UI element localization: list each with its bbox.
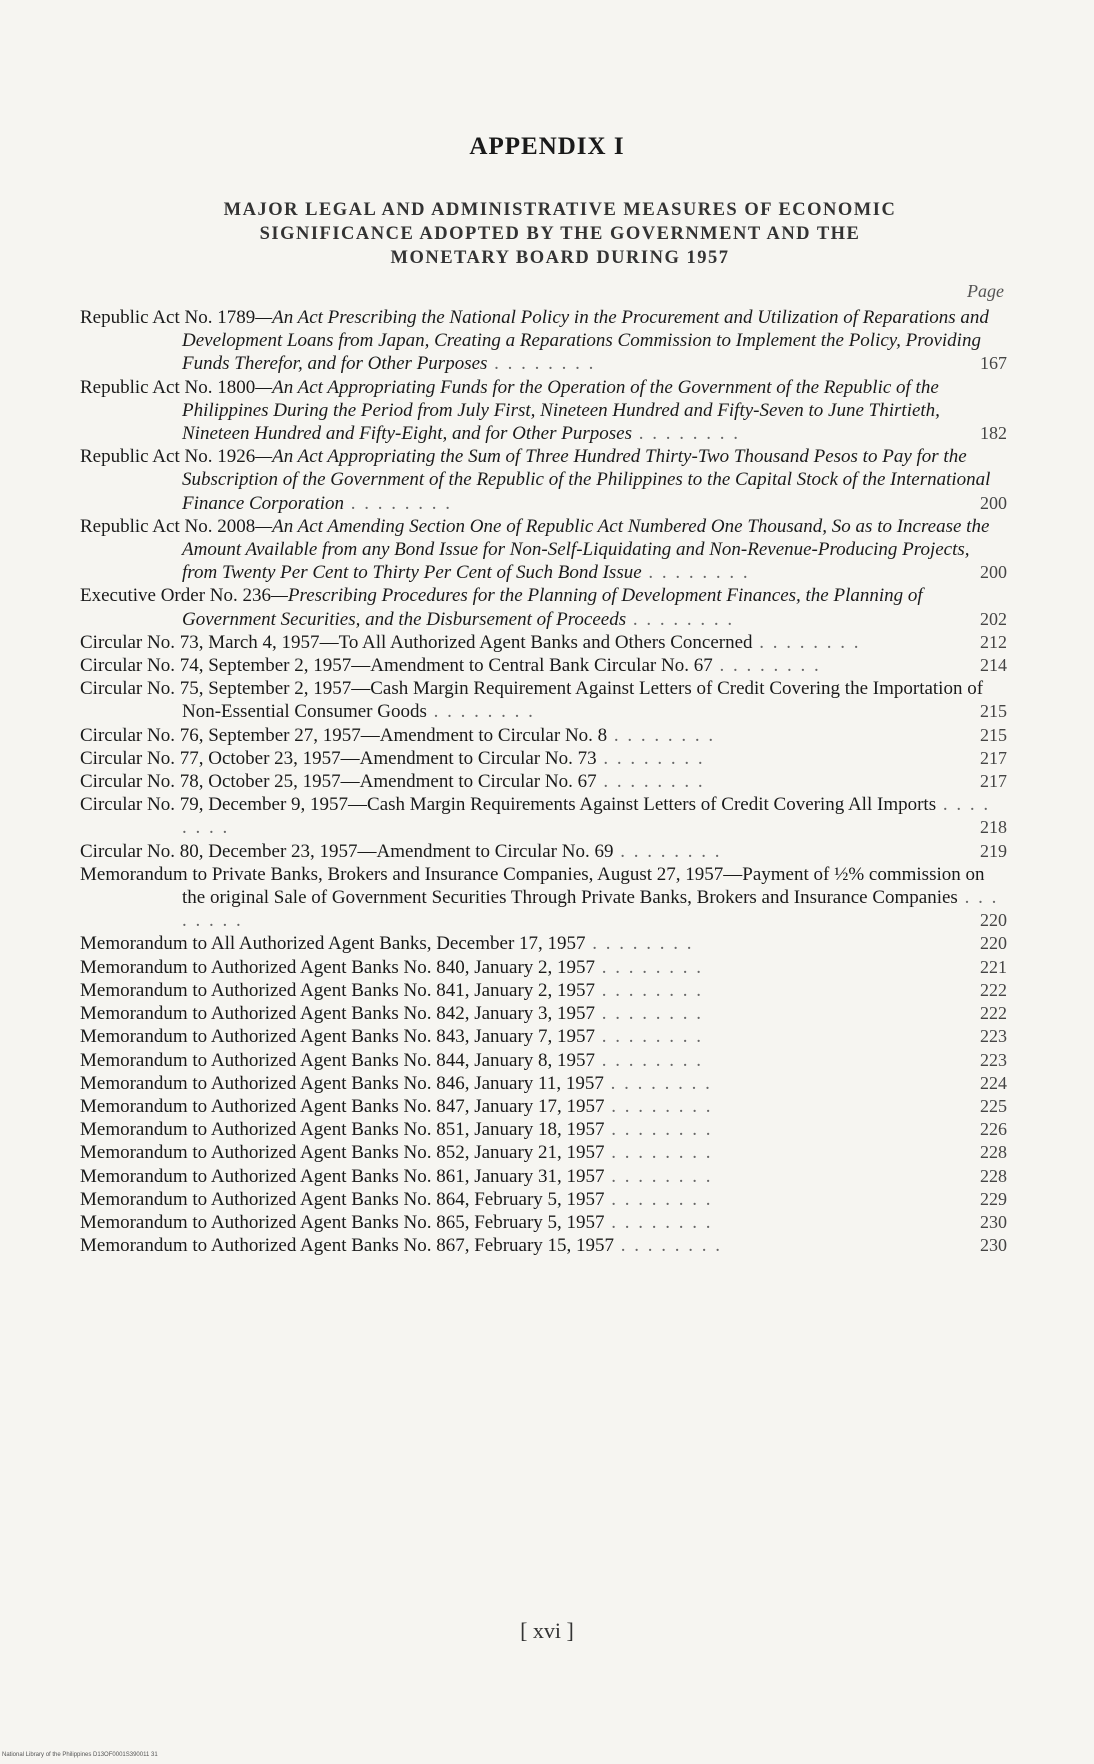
- entry-heading: Executive Order No. 236: [80, 585, 271, 607]
- contents-entry: [80, 376, 1007, 446]
- contents-entry: [80, 1025, 1007, 1048]
- entry-heading: Memorandum to Authorized Agent Banks No. 867, February 15, 1957: [80, 1235, 615, 1257]
- dot-leader: . . . . . . . .: [585, 933, 694, 955]
- entry-text: [80, 1026, 703, 1047]
- contents-entry: [80, 1072, 1007, 1095]
- entry-text: [80, 446, 990, 513]
- entry-heading: Memorandum to Authorized Agent Banks No. 844, January 8, 1957: [80, 1049, 596, 1071]
- subtitle-line: MONETARY BOARD DURING 1957: [390, 248, 730, 268]
- contents-entry: [80, 724, 1007, 747]
- contents-entry: [80, 1049, 1007, 1072]
- dot-leader: . . . . . . . .: [604, 1119, 713, 1141]
- entry-text: [80, 1189, 713, 1210]
- entry-heading: Memorandum to Authorized Agent Banks No. 865, February 5, 1957: [80, 1211, 605, 1233]
- entry-heading: Memorandum to Authorized Agent Banks No. 841, January 2, 1957: [80, 979, 596, 1001]
- entry-page-number: 212: [980, 631, 1007, 652]
- entry-text: [80, 794, 990, 838]
- appendix-subtitle: [150, 198, 970, 270]
- entry-heading: Memorandum to Authorized Agent Banks No. 842, January 3, 1957: [80, 1003, 596, 1025]
- dot-leader: . . . . . . . .: [614, 1235, 723, 1257]
- entry-page-number: 223: [980, 1049, 1007, 1070]
- entry-text: [80, 655, 821, 676]
- dot-leader: . . . . . . . .: [752, 631, 861, 653]
- entry-page-number: 230: [980, 1211, 1007, 1232]
- entry-page-number: 220: [980, 933, 1007, 954]
- page-number-footer: [ xvi ]: [520, 1618, 574, 1643]
- contents-entry: [80, 1211, 1007, 1234]
- contents-entry: [80, 1002, 1007, 1025]
- entry-page-number: 200: [980, 562, 1007, 583]
- entry-description: —An Act Prescribing the National Policy in the Procurement and Utilization of Reparations and Development Loans from Japan, Creating a Reparations Commission to Implement the Policy, Providing Funds Therefor, and for Other Purposes: [182, 307, 989, 375]
- entry-page-number: 223: [980, 1026, 1007, 1047]
- entry-page-number: 217: [980, 747, 1007, 768]
- dot-leader: . . . . . . . .: [607, 724, 716, 746]
- contents-entry: [80, 956, 1007, 979]
- dot-leader: . . . . . . . .: [603, 1072, 712, 1094]
- entry-text: [80, 1166, 713, 1187]
- dot-leader: . . . . . . . .: [595, 956, 704, 978]
- contents-entry: [80, 515, 1007, 585]
- contents-entry: [80, 840, 1007, 863]
- entry-text: [80, 1096, 713, 1117]
- entry-page-number: 219: [980, 840, 1007, 861]
- entry-heading: Circular No. 76, September 27, 1957: [80, 724, 361, 746]
- dot-leader: . . . . . . . .: [604, 1165, 713, 1187]
- dot-leader: . . . . . . . .: [344, 492, 453, 514]
- entry-heading: Republic Act No. 1926: [80, 446, 256, 468]
- entry-text: [80, 933, 694, 954]
- entry-heading: Republic Act No. 1789: [80, 307, 256, 328]
- entry-heading: Circular No. 80, December 23, 1957: [80, 840, 358, 862]
- dot-leader: . . . . . . . .: [604, 1211, 713, 1233]
- dot-leader: . . . . . . . .: [604, 1188, 713, 1210]
- dot-leader: . . . . . . . .: [613, 840, 722, 862]
- entry-description: —Amendment to Circular No. 8: [360, 724, 608, 746]
- entry-text: [80, 632, 861, 653]
- entry-heading: Memorandum to Authorized Agent Banks No. 864, February 5, 1957: [80, 1188, 605, 1210]
- entry-text: [80, 725, 715, 746]
- dot-leader: . . . . . . . .: [487, 353, 596, 375]
- entry-page-number: 228: [980, 1142, 1007, 1163]
- entry-description: —An Act Appropriating the Sum of Three Hundred Thirty-Two Thousand Pesos to Pay for the Subscription of the Government of the Republic of the Philippines to the Capital Stock of the International Finance Corporation: [182, 446, 991, 514]
- entry-heading: Circular No. 77, October 23, 1957: [80, 747, 341, 769]
- dot-leader: . . . . . . . .: [595, 979, 704, 1001]
- subtitle-line: MAJOR LEGAL AND ADMINISTRATIVE MEASURES OF ECONOMIC: [223, 200, 897, 220]
- contents-entry: [80, 770, 1007, 793]
- entry-page-number: 226: [980, 1119, 1007, 1140]
- contents-entry: [80, 306, 1007, 376]
- entry-text: [80, 678, 983, 722]
- entry-page-number: 215: [980, 701, 1007, 722]
- entry-text: [80, 1142, 713, 1163]
- dot-leader: . . . . . . . .: [182, 887, 999, 932]
- entry-page-number: 220: [980, 910, 1007, 931]
- page-column-heading: Page: [967, 281, 1004, 301]
- entry-text: [80, 1003, 703, 1024]
- contents-entry: [80, 631, 1007, 654]
- dot-leader: . . . . . . . .: [631, 423, 740, 445]
- entry-heading: Memorandum to Authorized Agent Banks No. 840, January 2, 1957: [80, 956, 596, 978]
- contents-entry: [80, 445, 1007, 515]
- entry-heading: Circular No. 78, October 25, 1957: [80, 771, 341, 793]
- entry-description: —Cash Margin Requirement Against Letters of Credit Covering the Importation of Non-Essential Consumer Goods: [182, 678, 984, 723]
- dot-leader: . . . . . . . .: [595, 1049, 704, 1071]
- contents-entry: [80, 1141, 1007, 1164]
- entry-page-number: 167: [980, 353, 1007, 374]
- dot-leader: . . . . . . . .: [595, 1003, 704, 1025]
- contents-entry: [80, 979, 1007, 1002]
- entry-heading: Republic Act No. 2008: [80, 515, 256, 537]
- entry-page-number: 225: [980, 1095, 1007, 1116]
- contents-entry: [80, 1165, 1007, 1188]
- entry-description: —To All Authorized Agent Banks and Others Concerned: [319, 631, 753, 653]
- entry-text: [80, 307, 989, 374]
- contents-entry: [80, 1234, 1007, 1257]
- entry-page-number: 229: [980, 1188, 1007, 1209]
- entry-page-number: 222: [980, 1003, 1007, 1024]
- dot-leader: . . . . . . . .: [182, 794, 991, 839]
- entry-heading: Circular No. 75, September 2, 1957: [80, 678, 352, 700]
- entry-heading: Circular No. 79, December 9, 1957: [80, 794, 349, 816]
- contents-entry: [80, 654, 1007, 677]
- appendix-title: APPENDIX I: [469, 133, 625, 160]
- contents-list: [80, 306, 1020, 1257]
- entry-description: —Amendment to Circular No. 67: [340, 771, 597, 793]
- entry-page-number: 230: [980, 1235, 1007, 1256]
- dot-leader: . . . . . . . .: [604, 1142, 713, 1164]
- dot-leader: . . . . . . . .: [426, 701, 535, 723]
- entry-page-number: 217: [980, 771, 1007, 792]
- entry-text: [80, 1073, 712, 1094]
- contents-entry: [80, 584, 1007, 630]
- dot-leader: . . . . . . . .: [712, 655, 821, 677]
- entry-text: [80, 585, 923, 629]
- contents-entry: [80, 1118, 1007, 1141]
- entry-description: —An Act Appropriating Funds for the Operation of the Government of the Republic of the Philippines During the Period from July First, Nineteen Hundred and Fifty-Seven to June Thirtieth, Nineteen Hundred and Fifty-Eight, and for Other Purposes: [182, 376, 940, 445]
- entry-description: —Amendment to Central Bank Circular No. 67: [351, 655, 713, 677]
- contents-entry: [80, 677, 1007, 723]
- entry-page-number: 222: [980, 979, 1007, 1000]
- dot-leader: . . . . . . . .: [626, 608, 735, 630]
- entry-text: [80, 516, 989, 583]
- entry-description: —Cash Margin Requirements Against Letters of Credit Covering All Imports: [348, 794, 937, 816]
- entry-description: —Amendment to Circular No. 69: [357, 840, 614, 862]
- entry-text: [80, 1212, 713, 1233]
- entry-page-number: 221: [980, 956, 1007, 977]
- entry-heading: Memorandum to Authorized Agent Banks No. 847, January 17, 1957: [80, 1095, 605, 1117]
- entry-text: [80, 864, 998, 931]
- entry-heading: Circular No. 74, September 2, 1957: [80, 655, 352, 677]
- entry-page-number: 214: [980, 655, 1007, 676]
- entry-heading: Memorandum to Authorized Agent Banks No. 861, January 31, 1957: [80, 1165, 605, 1187]
- dot-leader: . . . . . . . .: [604, 1095, 713, 1117]
- entry-text: [80, 748, 705, 769]
- entry-heading: Memorandum to Authorized Agent Banks No. 851, January 18, 1957: [80, 1119, 605, 1141]
- entry-page-number: 215: [980, 724, 1007, 745]
- entry-text: [80, 841, 721, 862]
- entry-text: [80, 771, 705, 792]
- library-stamp: National Library of the Philippines D13OF0001S390011 31: [2, 1752, 158, 1758]
- entry-heading: Circular No. 73, March 4, 1957: [80, 631, 320, 653]
- entry-page-number: 202: [980, 608, 1007, 629]
- entry-page-number: 200: [980, 492, 1007, 513]
- dot-leader: . . . . . . . .: [595, 1026, 704, 1048]
- entry-text: [80, 1119, 713, 1140]
- contents-entry: [80, 1188, 1007, 1211]
- entry-description: —Payment of ½% commission on the original Sale of Government Securities Through Private Banks, Brokers and Insurance Companies: [182, 863, 985, 909]
- entry-heading: Republic Act No. 1800: [80, 376, 256, 398]
- entry-page-number: 228: [980, 1165, 1007, 1186]
- entry-heading: Memorandum to Private Banks, Brokers and Insurance Companies, August 27, 1957: [80, 863, 724, 885]
- contents-entry: [80, 793, 1007, 839]
- subtitle-line: SIGNIFICANCE ADOPTED BY THE GOVERNMENT AND THE: [259, 224, 861, 244]
- entry-text: [80, 980, 703, 1001]
- entry-page-number: 224: [980, 1072, 1007, 1093]
- entry-heading: Memorandum to Authorized Agent Banks No. 846, January 11, 1957: [80, 1072, 604, 1094]
- entry-heading: Memorandum to Authorized Agent Banks No. 852, January 21, 1957: [80, 1142, 605, 1164]
- dot-leader: . . . . . . . .: [596, 747, 705, 769]
- entry-page-number: 218: [980, 817, 1007, 838]
- entry-description: —Amendment to Circular No. 73: [340, 747, 597, 769]
- entry-heading: Memorandum to Authorized Agent Banks No. 843, January 7, 1957: [80, 1026, 596, 1048]
- contents-entry: [80, 1095, 1007, 1118]
- entry-description: —An Act Amending Section One of Republic Act Numbered One Thousand, So as to Increase the Amount Available from any Bond Issue for Non-Self-Liquidating and Non-Revenue-Producing Projects, from Twenty Per Cent to Thirty Per Cent of Such Bond Issue: [182, 515, 990, 584]
- dot-leader: . . . . . . . .: [641, 562, 750, 584]
- entry-description: —Prescribing Procedures for the Planning of Development Finances, the Planning of Government Securities, and the Disbursement of Proceeds: [182, 585, 923, 630]
- entry-text: [80, 377, 940, 444]
- entry-text: [80, 1235, 722, 1256]
- entry-text: [80, 957, 703, 978]
- entry-page-number: 182: [980, 423, 1007, 444]
- entry-text: [80, 1050, 703, 1071]
- contents-entry: [80, 747, 1007, 770]
- entry-heading: Memorandum to All Authorized Agent Banks, December 17, 1957: [80, 933, 586, 955]
- contents-entry: [80, 932, 1007, 955]
- dot-leader: . . . . . . . .: [596, 771, 705, 793]
- contents-entry: [80, 863, 1007, 933]
